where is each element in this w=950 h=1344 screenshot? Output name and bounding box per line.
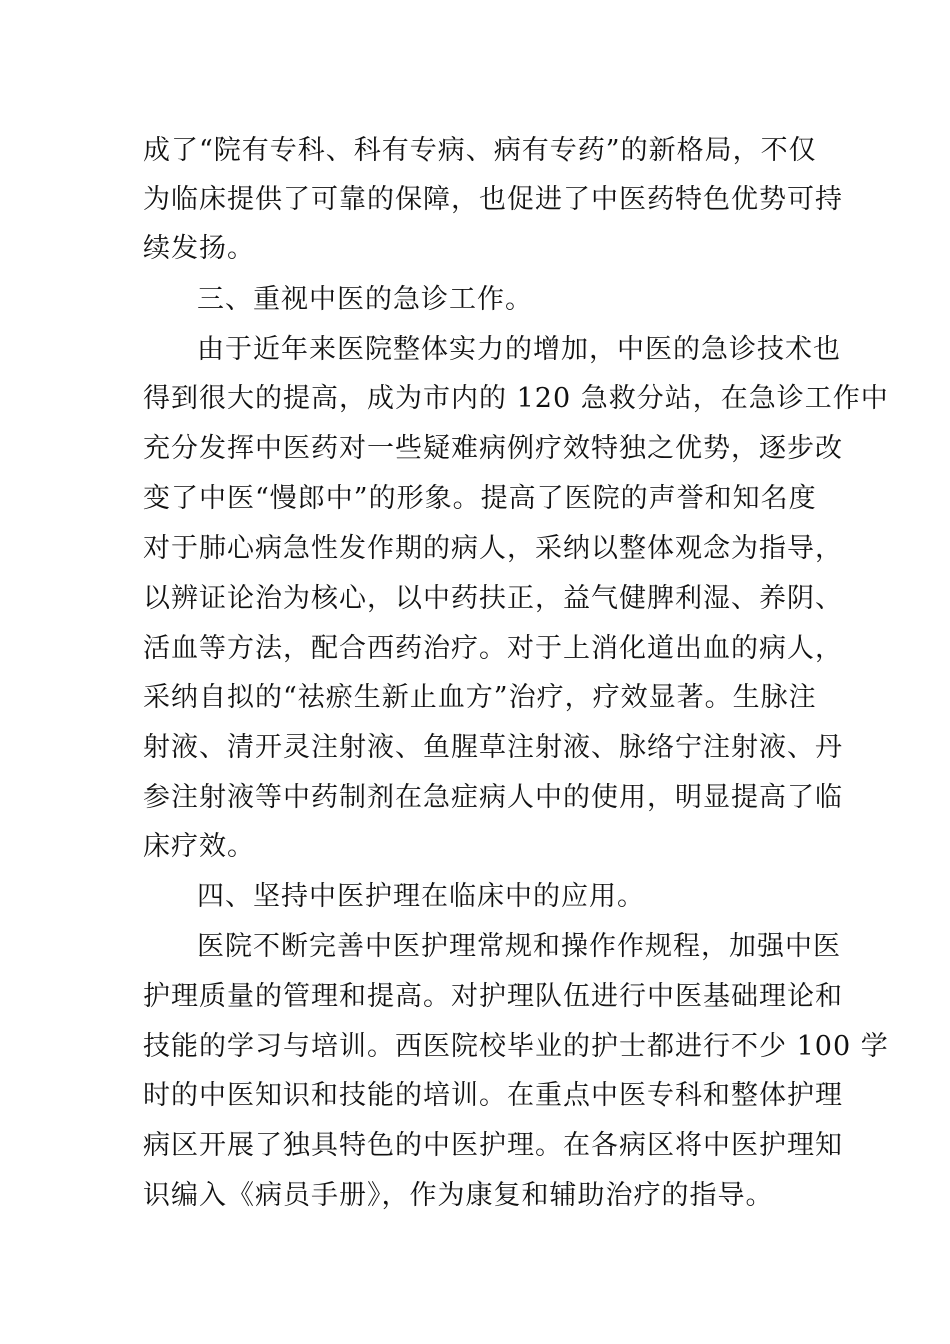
text-line: 医院不断完善中医护理常规和操作作规程，加强中医: [197, 931, 841, 962]
text-line: 病区开展了独具特色的中医护理。在各病区将中医护理知: [143, 1130, 843, 1161]
text-line: 采纳自拟的“祛瘀生新止血方”治疗，疗效显著。生脉注: [143, 682, 817, 713]
text-line: 由于近年来医院整体实力的增加，中医的急诊技术也: [197, 334, 841, 365]
text-line: 活血等方法，配合西药治疗。对于上消化道出血的病人，: [143, 633, 843, 664]
text-line: 以辨证论治为核心，以中药扶正，益气健脾利湿、养阴、: [143, 583, 843, 614]
section-heading-4: 四、坚持中医护理在临床中的应用。: [197, 881, 645, 912]
text-line: 射液、清开灵注射液、鱼腥草注射液、脉络宁注射液、丹: [143, 732, 843, 763]
text-line: 续发扬。: [143, 233, 255, 264]
text-line: 护理质量的管理和提高。对护理队伍进行中医基础理论和: [143, 981, 843, 1012]
text-line: 为临床提供了可靠的保障，也促进了中医药特色优势可持: [143, 184, 843, 215]
text-line: 得到很大的提高，成为市内的 120 急救分站，在急诊工作中: [143, 383, 889, 414]
text-line: 参注射液等中药制剂在急症病人中的使用，明显提高了临: [143, 782, 843, 813]
text-line: 变了中医“慢郎中”的形象。提高了医院的声誉和知名度: [143, 483, 817, 514]
text-line: 充分发挥中医药对一些疑难病例疗效特独之优势，逐步改: [143, 433, 843, 464]
text-line: 成了“院有专科、科有专病、病有专药”的新格局，不仅: [143, 135, 817, 166]
text-line: 对于肺心病急性发作期的病人，采纳以整体观念为指导，: [143, 533, 843, 564]
text-line: 时的中医知识和技能的培训。在重点中医专科和整体护理: [143, 1080, 843, 1111]
text-line: 识编入《病员手册》，作为康复和辅助治疗的指导。: [143, 1180, 774, 1211]
text-line: 床疗效。: [143, 831, 255, 862]
text-line: 技能的学习与培训。西医院校毕业的护士都进行不少 100 学: [143, 1031, 889, 1062]
section-heading-3: 三、重视中医的急诊工作。: [197, 284, 533, 315]
